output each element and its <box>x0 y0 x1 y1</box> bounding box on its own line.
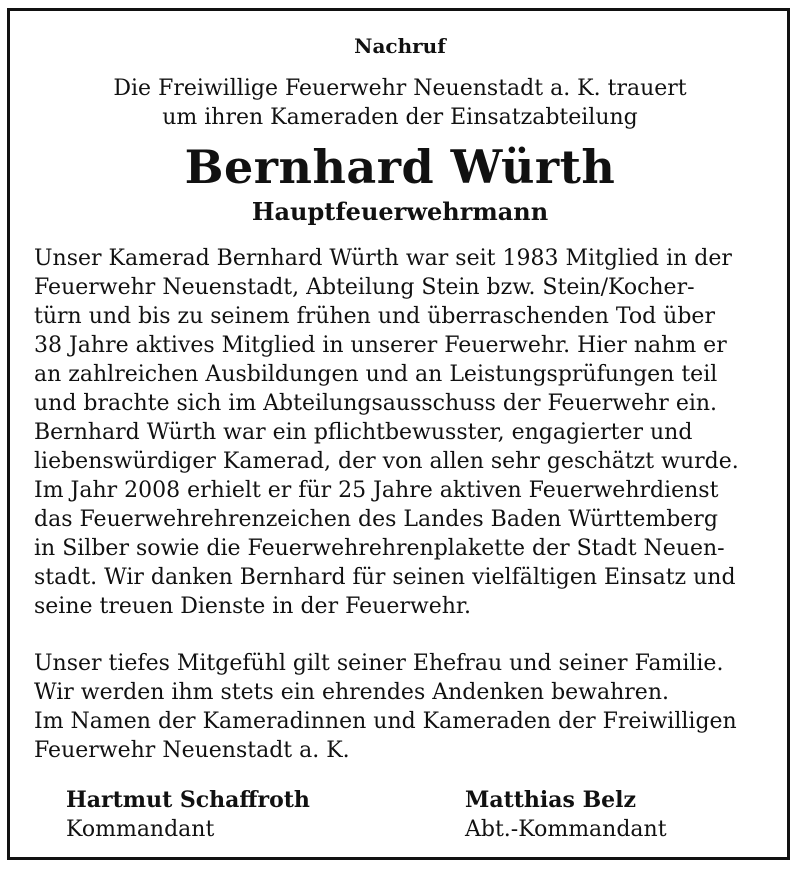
signatory-name: Matthias Belz <box>465 787 637 813</box>
paragraph-line: Im Jahr 2008 erhielt er für 25 Jahre aktiven Feuerwehrdienst <box>34 478 719 503</box>
paragraph-line: Feuerwehr Neuenstadt a. K. <box>34 738 350 763</box>
notice-heading: Nachruf <box>354 34 446 58</box>
paragraph-line: Im Namen der Kameradinnen und Kameraden der Freiwilligen <box>34 709 737 734</box>
intro-line: um ihren Kameraden der Einsatzabteilung <box>162 105 638 130</box>
signatory-title: Kommandant <box>66 817 215 842</box>
paragraph-line: Feuerwehr Neuenstadt, Abteilung Stein bzw. Stein/Kocher- <box>34 275 695 300</box>
paragraph-line: stadt. Wir danken Bernhard für seinen vielfältigen Einsatz und <box>34 565 736 590</box>
signatory-title: Abt.-Kommandant <box>465 817 667 842</box>
signatory-section-commander <box>465 785 667 845</box>
paragraph-line: liebenswürdiger Kamerad, der von allen sehr geschätzt wurde. <box>34 449 739 474</box>
deceased-rank: Hauptfeuerwehrmann <box>251 197 549 226</box>
paragraph-line: an zahlreichen Ausbildungen und an Leistungsprüfungen teil <box>34 362 718 387</box>
paragraph-line: seine treuen Dienste in der Feuerwehr. <box>34 594 471 619</box>
signatory-commander <box>66 785 310 845</box>
tribute-paragraph <box>34 244 774 621</box>
paragraph-line: Unser Kamerad Bernhard Würth war seit 1983 Mitglied in der <box>34 246 732 271</box>
paragraph-line: Bernhard Würth war ein pflichtbewusster, engagierter und <box>34 420 693 445</box>
deceased-name: Bernhard Würth <box>184 140 616 194</box>
paragraph-line: und brachte sich im Abteilungsausschuss der Feuerwehr ein. <box>34 391 718 416</box>
paragraph-line: Wir werden ihm stets ein ehrendes Andenken bewahren. <box>34 680 669 705</box>
paragraph-line: 38 Jahre aktives Mitglied in unserer Feuerwehr. Hier nahm er <box>34 333 727 358</box>
paragraph-line: das Feuerwehrehrenzeichen des Landes Baden Württemberg <box>34 507 718 532</box>
intro-text <box>0 74 800 132</box>
signatory-name: Hartmut Schaffroth <box>66 787 310 813</box>
paragraph-line: türn und bis zu seinem frühen und überraschenden Tod über <box>34 304 715 329</box>
intro-line: Die Freiwillige Feuerwehr Neuenstadt a. K. trauert <box>113 76 687 101</box>
paragraph-line: in Silber sowie die Feuerwehrehrenplakette der Stadt Neuen- <box>34 536 725 561</box>
condolence-paragraph <box>34 649 774 765</box>
paragraph-line: Unser tiefes Mitgefühl gilt seiner Ehefrau und seiner Familie. <box>34 651 724 676</box>
